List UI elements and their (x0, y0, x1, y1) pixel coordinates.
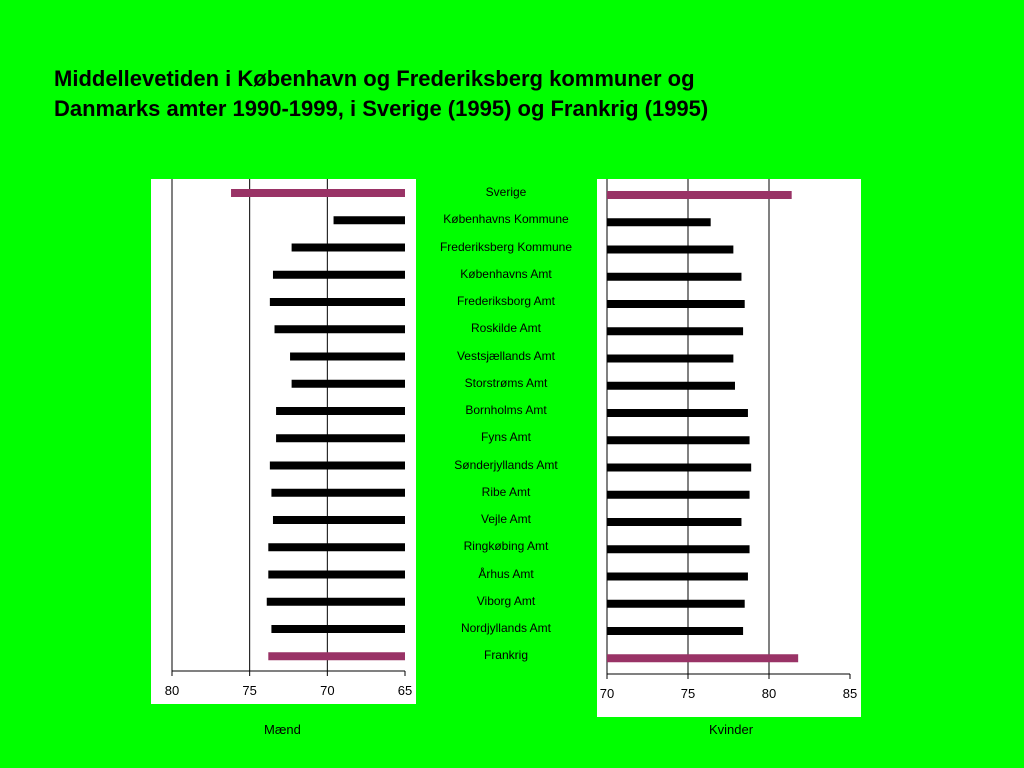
women-bar (607, 273, 741, 281)
women-tick-label: 85 (842, 686, 858, 701)
men-bar (231, 189, 405, 197)
women-bar (607, 600, 745, 608)
category-label: Roskilde Amt (470, 321, 542, 336)
women-bar (607, 246, 733, 254)
men-bar (290, 353, 405, 361)
men-bar (270, 298, 405, 306)
men-bar (273, 271, 405, 279)
category-label: Københavns Amt (460, 266, 552, 281)
category-label: Viborg Amt (476, 593, 536, 608)
men-bar (275, 325, 405, 333)
women-bar (607, 382, 735, 390)
women-bar (607, 654, 798, 662)
category-label: Århus Amt (478, 566, 534, 581)
category-label: Københavns Kommune (443, 212, 569, 227)
women-tick-label: 75 (680, 686, 696, 701)
category-label: Frederiksborg Amt (456, 294, 556, 308)
category-label: Fyns Amt (480, 430, 531, 445)
men-bar (292, 380, 405, 388)
men-bar (276, 407, 405, 415)
men-bar (268, 652, 405, 660)
men-bar (268, 543, 405, 551)
women-bar (607, 518, 741, 526)
category-label: Storstrøms Amt (464, 375, 548, 390)
women-bar (607, 355, 733, 363)
men-bar (268, 571, 405, 579)
men-bar (271, 489, 405, 497)
men-bar (271, 625, 405, 633)
women-bar (607, 218, 711, 226)
women-tick-label: 80 (761, 686, 777, 701)
slide-title: Middellevetiden i København og Frederiksberg kommuner og Danmarks amter 1990-1999, i Sverige (1995) og Frankrig (1995) (54, 66, 709, 121)
men-axis-title: Mænd (264, 722, 301, 737)
category-label: Vejle Amt (480, 512, 532, 526)
women-bar (607, 627, 743, 635)
category-label: Bornholms Amt (465, 403, 547, 417)
women-bar (607, 491, 750, 499)
men-bar (273, 516, 405, 524)
category-label: Sverige (485, 185, 527, 199)
women-bar (607, 464, 751, 472)
men-tick-label: 80 (164, 683, 180, 698)
men-bar (334, 216, 405, 224)
category-label: Ringkøbing Amt (463, 539, 549, 554)
men-bar (276, 434, 405, 442)
women-bar (607, 327, 743, 335)
men-bar (267, 598, 405, 606)
women-bar (607, 300, 745, 308)
category-label: Nordjyllands Amt (460, 621, 552, 635)
women-bar (607, 409, 748, 417)
men-tick-label: 70 (320, 683, 335, 698)
category-label: Frederiksberg Kommune (439, 239, 573, 254)
women-bar (607, 573, 748, 581)
women-axis-title: Kvinder (709, 722, 754, 737)
category-label: Ribe Amt (481, 484, 531, 499)
category-label: Frankrig (483, 648, 528, 663)
women-bar (607, 545, 750, 553)
category-label: Sønderjyllands Amt (454, 457, 558, 472)
men-tick-label: 65 (397, 683, 413, 698)
men-tick-label: 75 (242, 683, 257, 698)
category-label: Vestsjællands Amt (456, 348, 556, 363)
women-bar (607, 436, 750, 444)
women-bar (607, 191, 792, 199)
women-tick-label: 70 (599, 686, 615, 701)
men-bar (270, 462, 405, 470)
men-bar (292, 244, 405, 252)
